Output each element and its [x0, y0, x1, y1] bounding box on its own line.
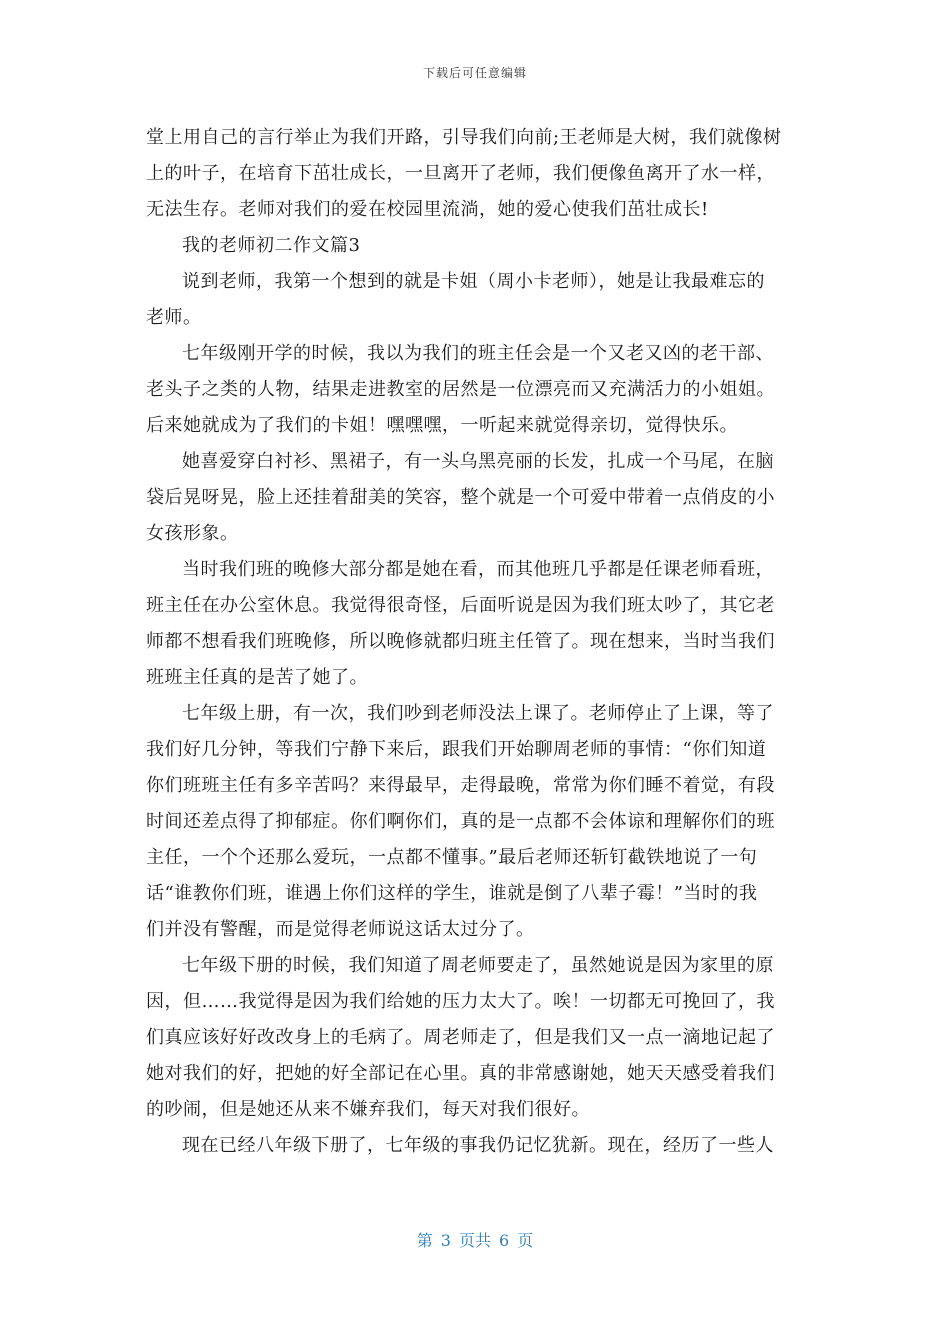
footer-page-number: 3 — [440, 1231, 451, 1250]
text-line: 上的叶子，在培育下茁壮成长，一旦离开了老师，我们便像鱼离开了水一样， — [146, 163, 775, 184]
text-line: 主任，一个个还那么爱玩，一点都不懂事。”最后老师还斩钉截铁地说了一句 — [146, 847, 758, 868]
footer-suffix: 页 — [517, 1231, 534, 1250]
text-line: 袋后晃呀晃，脸上还挂着甜美的笑容，整个就是一个可爱中带着一点俏皮的小 — [146, 487, 775, 508]
text-line: 因，但……我觉得是因为我们给她的压力太大了。唉！一切都无可挽回了，我 — [146, 991, 775, 1012]
footer-prefix: 第 — [416, 1231, 433, 1250]
text-line: 时间还差点得了抑郁症。你们啊你们，真的是一点都不会体谅和理解你们的班 — [146, 811, 775, 832]
text-line: 我们好几分钟，等我们宁静下来后，跟我们开始聊周老师的事情：“你们知道 — [146, 739, 767, 760]
text-line: 她对我们的好，把她的好全部记在心里。真的非常感谢她，她天天感受着我们 — [146, 1063, 775, 1084]
text-line: 话“谁教你们班，谁遇上你们这样的学生，谁就是倒了八辈子霉！”当时的我 — [146, 883, 758, 904]
text-line: 堂上用自己的言行举止为我们开路，引导我们向前;王老师是大树，我们就像树 — [146, 127, 782, 148]
text-line: 们并没有警醒，而是觉得老师说这话太过分了。 — [146, 919, 535, 940]
text-line: 七年级上册，有一次，我们吵到老师没法上课了。老师停止了上课，等了 — [182, 703, 774, 724]
text-line: 现在已经八年级下册了，七年级的事我仍记忆犹新。现在，经历了一些人 — [182, 1135, 774, 1156]
text-line: 们真应该好好改改身上的毛病了。周老师走了，但是我们又一点一滴地记起了 — [146, 1027, 775, 1048]
text-line: 师都不想看我们班晚修，所以晚修就都归班主任管了。现在想来，当时当我们 — [146, 631, 775, 652]
text-line: 班主任在办公室休息。我觉得很奇怪，后面听说是因为我们班太吵了，其它老 — [146, 595, 775, 616]
text-line: 无法生存。老师对我们的爱在校园里流淌，她的爱心使我们茁壮成长! — [146, 199, 709, 220]
page-header: 下载后可任意编辑 — [422, 66, 527, 80]
text-line: 老师。 — [146, 307, 202, 328]
text-line: 七年级下册的时候，我们知道了周老师要走了，虽然她说是因为家里的原 — [182, 955, 774, 976]
text-line: 班班主任真的是苦了她了。 — [146, 667, 368, 688]
text-line: 我的老师初二作文篇3 — [182, 235, 361, 256]
text-line: 的吵闹，但是她还从来不嫌弃我们，每天对我们很好。 — [146, 1099, 590, 1120]
text-line: 她喜爱穿白衬衫、黑裙子，有一头乌黑亮丽的长发，扎成一个马尾，在脑 — [182, 451, 774, 472]
text-line: 女孩形象。 — [146, 523, 239, 544]
text-line: 后来她就成为了我们的卡姐！嘿嘿嘿，一听起来就觉得亲切，觉得快乐。 — [146, 415, 738, 436]
document-body — [146, 120, 806, 1164]
footer-middle: 页共 — [458, 1231, 491, 1250]
text-line: 当时我们班的晚修大部分都是她在看，而其他班几乎都是任课老师看班， — [182, 559, 774, 580]
text-line: 老头子之类的人物，结果走进教室的居然是一位漂亮而又充满活力的小姐姐。 — [146, 379, 775, 400]
page-footer — [0, 1228, 950, 1251]
text-line: 七年级刚开学的时候，我以为我们的班主任会是一个又老又凶的老干部、 — [182, 343, 774, 364]
footer-total-pages: 6 — [499, 1231, 510, 1250]
text-line: 说到老师，我第一个想到的就是卡姐（周小卡老师），她是让我最难忘的 — [182, 271, 765, 292]
text-line: 你们班班主任有多辛苦吗？来得最早，走得最晚，常常为你们睡不着觉，有段 — [146, 775, 775, 796]
